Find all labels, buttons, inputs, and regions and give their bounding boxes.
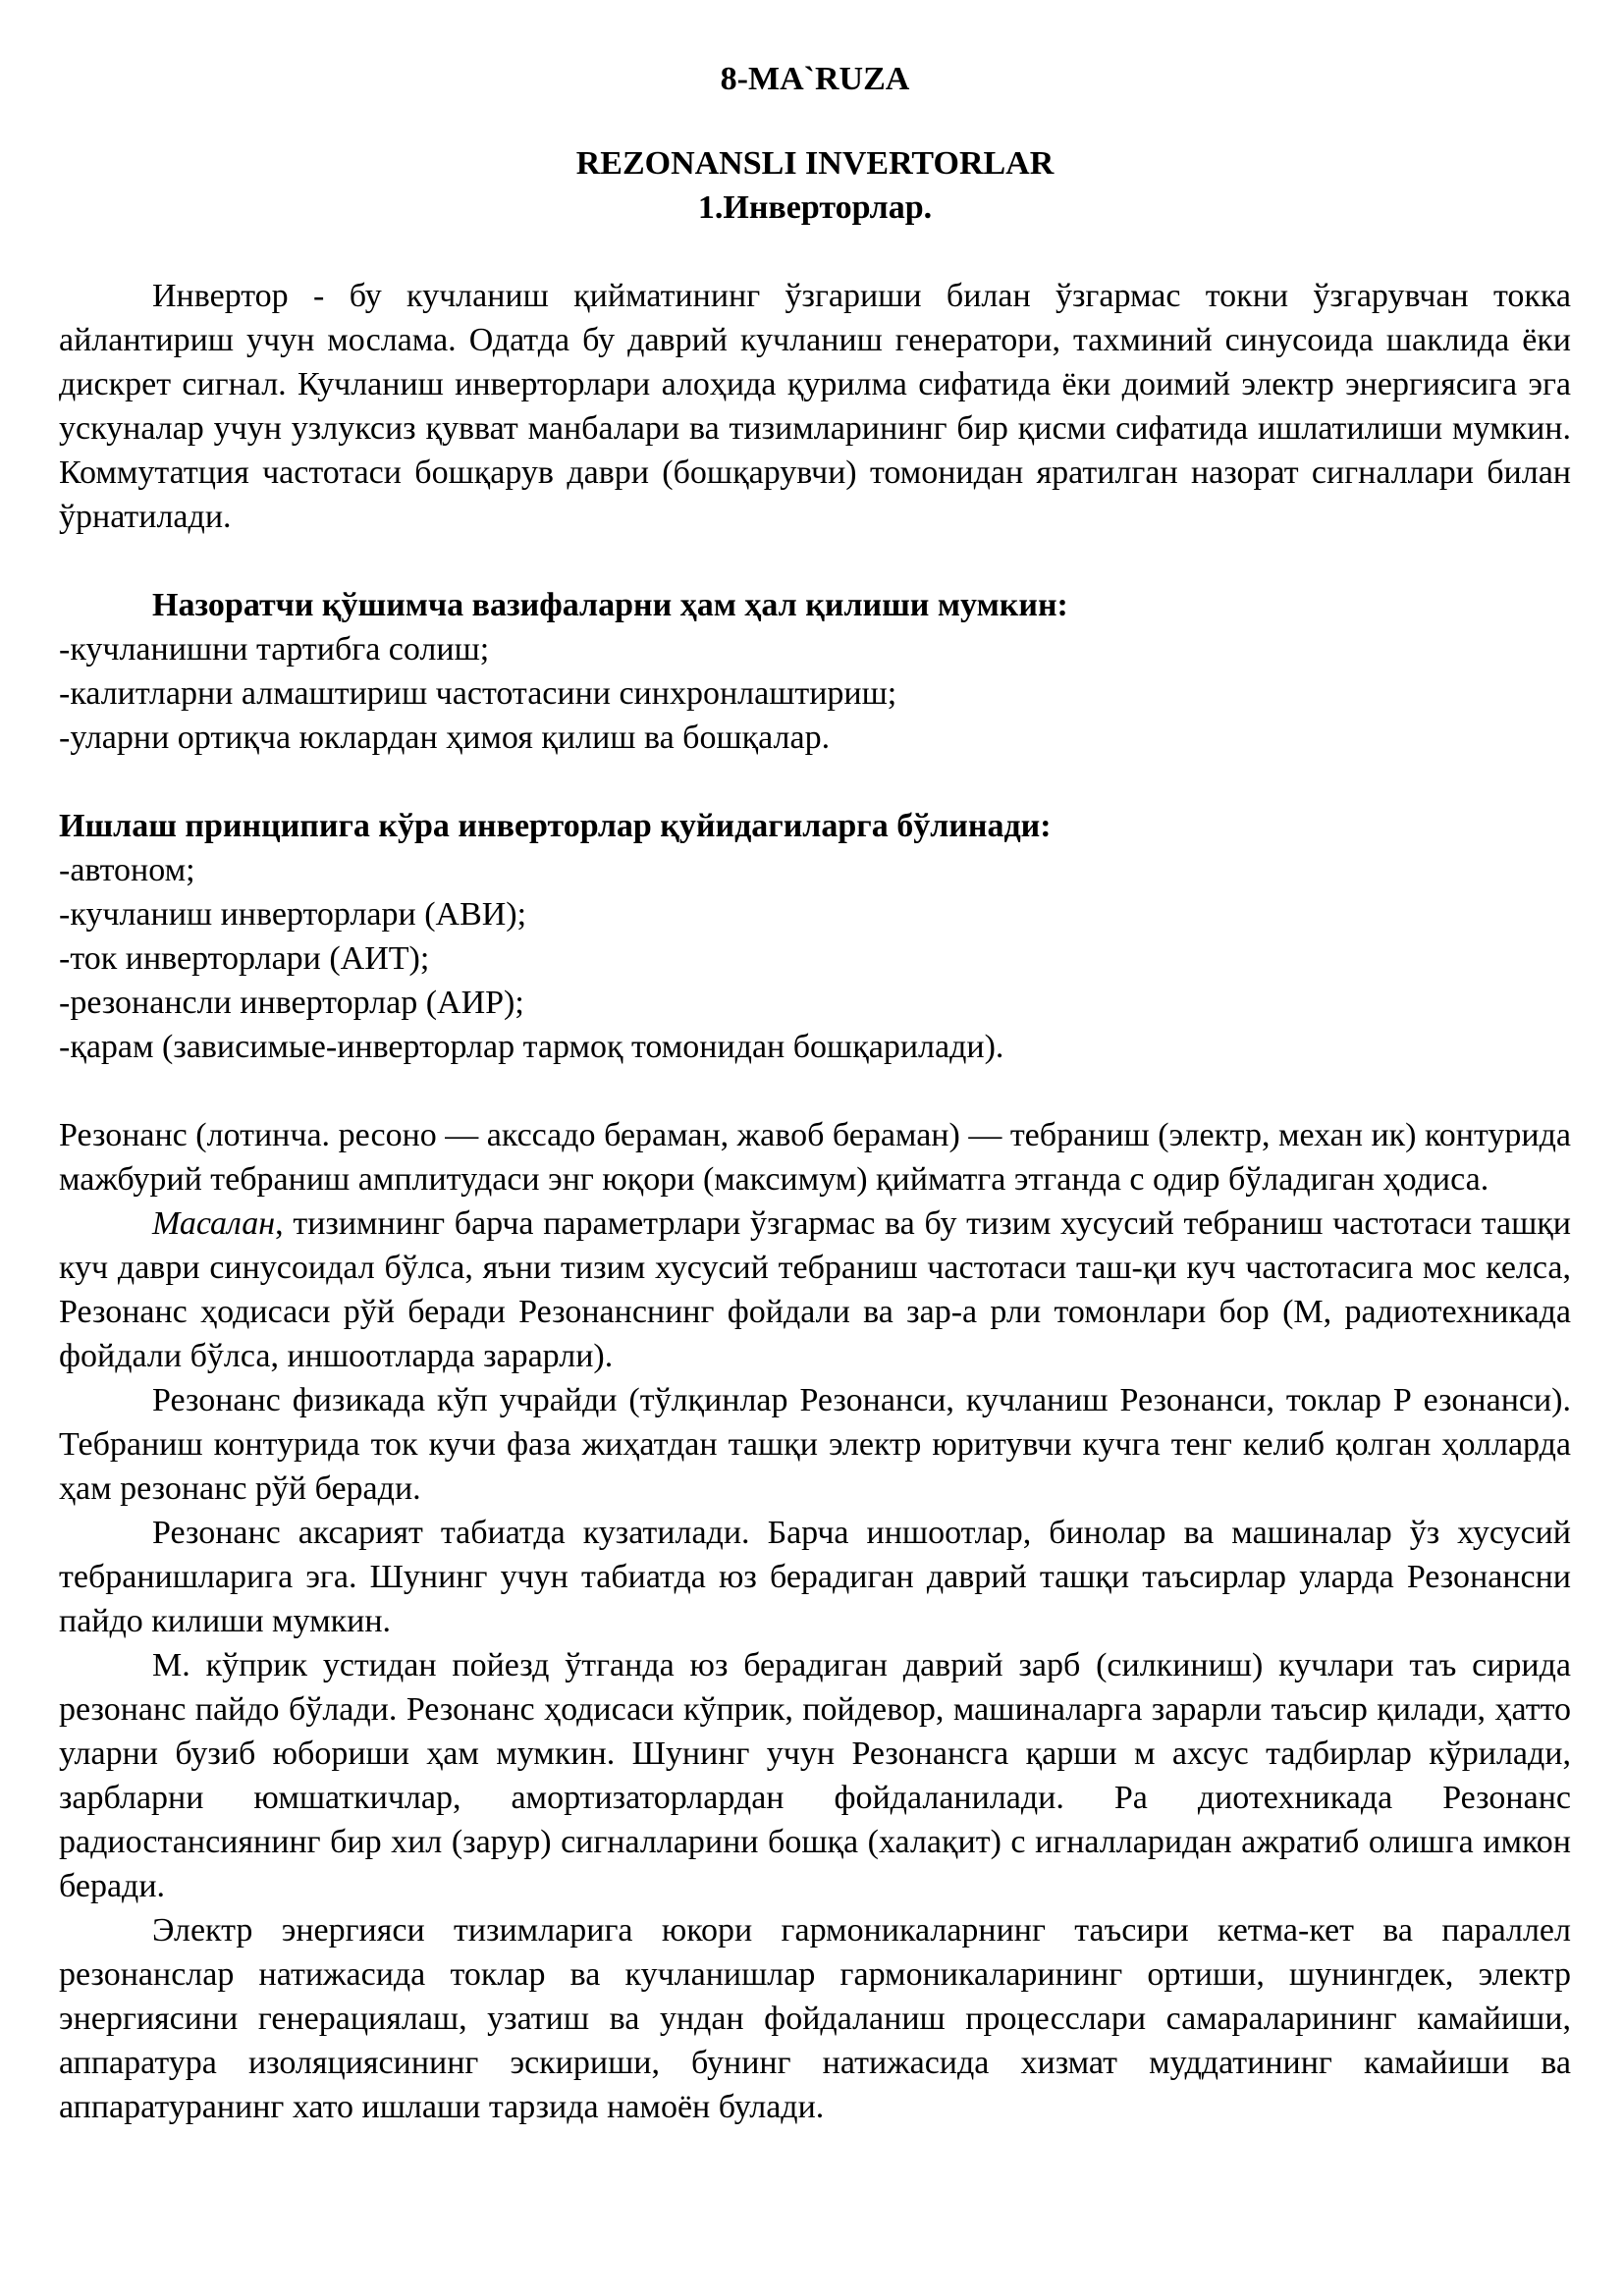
harmonics-paragraph: Электр энергияси тизимларига юкори гармоникаларнинг таъсири кетма-кет ва параллел резонанслар натижасида токлар ва кучланишлар гармоникаларининг ортиши, шунингдек, электр энергиясини генерациялаш, узатиш ва ундан фойдаланиш процесслари самараларининг камайиши, аппаратура изоляциясининг эскириши, бунинг натижасида хизмат муддатининг камайиши ва аппаратуранинг хато ишлаши тарзида намоён булади. (59, 1912, 1571, 2125)
lecture-title: 8-MA`RUZA (720, 61, 910, 97)
types-list (59, 848, 1571, 1069)
intro-paragraph: Инвертор - бу кучланиш қийматининг ўзгариши билан ўзгармас токни ўзгарувчан токка айлантириш учун мослама. Одатда бу даврий кучланиш генератори, тахминий синусоида шаклида ёки дискрет сигнал. Кучланиш инверторлари алоҳида қурилма сифатида ёки доимий электр энергиясига эга ускуналар учун узлуксиз қувват манбалари ва тизимларининг бир қисми сифатида ишлатилиши мумкин. Коммутатция частотаси бошқарув даври (бошқарувчи) томонидан яратилган назорат сигналлари билан ўрнатилади. (59, 278, 1571, 535)
list-item: -автоном; (59, 852, 195, 888)
nature-paragraph: Резонанс аксарият табиатда кузатилади. Барча иншоотлар, бинолар ва машиналар ўз хусусий тебранишларига эга. Шунинг учун табиатда юз берадиган даврий ташқи таъсирлар уларда Резонансни пайдо килиши мумкин. (59, 1515, 1571, 1639)
topic-title: REZONANSLI INVERTORLAR (575, 145, 1055, 182)
resonance-definition: Резонанс (лотинча. ресоно — акссадо бераман, жавоб бераман) — тебраниш (электр, механ ик) контурида мажбурий тебраниш амплитудаси энг юқори (максимум) қийматга этганда с одир бўладиган ҳодиса. (59, 1117, 1571, 1198)
list-item: -уларни ортиқча юклардан ҳимоя қилиш ва бошқалар. (59, 720, 831, 756)
example-paragraph (59, 1201, 1571, 1378)
physics-paragraph: Резонанс физикада кўп учрайди (тўлқинлар Резонанси, кучланиш Резонанси, токлар Р езонанси). Тебраниш контурида ток кучи фаза жиҳатдан ташқи электр юритувчи кучга тенг келиб қолган ҳолларда ҳам резонанс рўй беради. (59, 1382, 1571, 1507)
list-item: -қарам (зависимые-инверторлар тармоқ томонидан бошқарилади). (59, 1029, 1004, 1065)
list-item: -кучланишни тартибга солиш; (59, 631, 490, 667)
controller-heading: Назоратчи қўшимча вазифаларни ҳам ҳал қилиши мумкин: (152, 587, 1068, 623)
list-item: -резонансли инверторлар (АИР); (59, 985, 524, 1021)
document-page (59, 57, 1571, 2129)
list-item: -калитларни алмаштириш частотасини синхронлаштириш; (59, 675, 897, 712)
section-title: 1.Инверторлар. (697, 189, 933, 226)
bridge-paragraph: М. кўприк устидан пойезд ўтганда юз берадиган даврий зарб (силкиниш) кучлари таъ сирида резонанс пайдо бўлади. Резонанс ҳодисаси кўприк, пойдевор, машиналарга зарарли таъсир қилади, ҳатто уларни бузиб юбориши ҳам мумкин. Шунинг учун Резонансга қарши м ахсус тадбирлар кўрилади, зарбларни юмшаткичлар, амортизаторлардан фойдаланилади. Ра диотехникада Резонанс радиостансиянинг бир хил (зарур) сигналларини бошқа (халақит) с игналларидан ажратиб олишга имкон беради. (59, 1647, 1571, 1904)
controller-list (59, 627, 1571, 760)
example-rest: , тизимнинг барча параметрлари ўзгармас ва бу тизим хусусий тебраниш частотаси ташқи куч даври синусоидал бўлса, яъни тизим хусусий тебраниш частотаси таш-қи куч частотасига мос келса, Резонанс ҳодисаси рўй беради Резонанснинг фойдали ва зар-а рли томонлари бор (М, радиотехникада фойдали бўлса, иншоотларда зарарли). (59, 1205, 1571, 1374)
list-item: -ток инверторлари (АИТ); (59, 940, 430, 977)
example-lead: Масалан (152, 1205, 276, 1242)
list-item: -кучланиш инверторлари (АВИ); (59, 896, 527, 933)
types-heading: Ишлаш принципига кўра инверторлар қуйидагиларга бўлинади: (59, 808, 1052, 844)
